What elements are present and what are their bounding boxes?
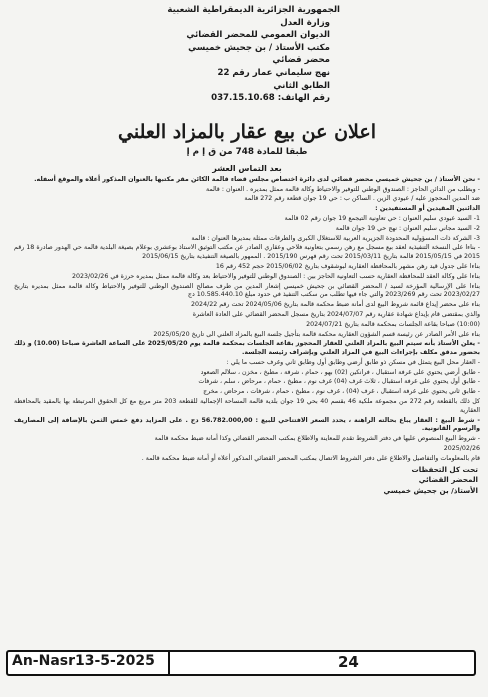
body-paragraph: 2- السيد مجاني سليم العنوان : نهج حي 19 جوان قالمة xyxy=(335,224,480,232)
body-paragraph: (10:00) صباحا بقاعة الجلسات بمحكمة قالمة بتاريخ 2024/07/21 xyxy=(306,320,480,328)
header-republic: الجمهورية الجزائرية الديمقراطية الشعبية xyxy=(167,5,340,15)
body-paragraph: - طابق ثاني يحتوي على غرفة استقبال ، غرف (04) ، غرف نوم ، مطبخ ، حمام ، شرفات ، مرحاض ، مخرج xyxy=(203,388,480,396)
body-paragraph: - شروط البيع المنصوص عليها في دفتر الشروط تقدم للمعاينة والاطلاع بمكتب المحضر القضائي وكذا أمانة ضبط محكمة قالمة xyxy=(154,435,480,443)
signature-block xyxy=(14,465,480,497)
body-paragraph: - طابق أرضي يحتوي على غرفة استقبال ، فرانكين (02) بهو ، حمام ، شرفة ، مطبخ ، مخزن ، سلالم الصعود xyxy=(200,368,480,376)
notice-title: اعلان عن بيع عقار بالمزاد العلني xyxy=(118,120,376,143)
header-bailiff: مكتب الأستاذ / بن جحيش خميسي xyxy=(188,42,330,53)
body-paragraph: 1- السيد عيودي سليم العنوان : حي تعاونية التيجمع 19 جوان رقم 02 قالمة xyxy=(284,214,480,222)
body-paragraph: قام بالمعلومات والتفاصيل والاطلاع على دفتر الشروط الاتصال بمكتب المحضر القضائي المذكور أعلاه أو أمانة ضبط محكمة قالمة . xyxy=(141,454,480,462)
header-office: الديوان العمومي للمحضر القضائي xyxy=(186,30,330,41)
office-header xyxy=(14,4,480,105)
body-paragraph: ضد المدين المحجوز عليه / عيودي الزين . الساكن ب : حي 19 جوان قطعة رقم 272 قالمة xyxy=(244,195,480,203)
header-ministry: وزارة العدل xyxy=(280,17,330,28)
body-paragraph: - شرط البيع : العقار يباع بحالته الراهنة ، يحدد السعر الافتتاحي للبيع : 56.782.000,00 دج . على المزايد دفع خمس الثمن بالإضافة إلى المصاريف والرسوم القانونية. xyxy=(14,416,480,433)
body-date: 2025/02/26 xyxy=(443,445,480,453)
body-paragraph: - طابق أول يحتوي على غرفة استقبال ، ثلاث غرف (04) غرف نوم ، مطبخ ، حمام ، مرحاض ، سلم ، شرفات xyxy=(198,378,480,386)
body-paragraph: كل ذلك بالقطعة رقم 272 من مجموعة ملكية 46 بقسم 40 بحي 19 جوان بلدية قالمة المساحة الإجمالية للقطعة 203 متر مربع مع كل الحقوق المرتبطة بها بالمقيد بالمحافظة العقارية xyxy=(14,398,480,414)
body-paragraph: بناءا على الإرسالية المؤرخة لسيد / المحضر القضائي بن جحيش خميسي إشعار المدين من طرف مصالح الصندوق الوطني للتوفير والاحتياط وكالة قالمة ممثل بمديره بتاريخ 2023/02/27 تحت رقم 2023/269 والتي جاء فيها تطلب من سكتب التنفيذ في حدود مبلغ 10.585.440.10 دج xyxy=(14,282,480,299)
body-paragraph: بناء على الأمر الصادر عن رئيسة قسم الشؤون العقارية محكمة قالمة بتأجيل جلسة البيع بالمزاد العلني الى تاريخ 2025/05/20 xyxy=(153,330,480,338)
body-paragraph: الدائنين المقيدين أو المستفيدين : xyxy=(375,205,480,213)
body-paragraph: بناء على محضر إيداع قائمة شروط البيع لدى أمانة ضبط محكمة قالمة بتاريخ 2024/05/06 تحت رقم 2024/22 xyxy=(191,301,480,309)
body-paragraph: - بناءا على النسخة التنفيذية لعقد بيع مسجل مع رهن رسمي بتعاونية فلاحي وعقاري الصادر عن مكتب التوثيق الاستاذ بوعشري بوعلام بصيغة البلدية قالمة حي الهدور صادرة 18 رقم 2015 في 2015/05/15 قالمة بتاريخ 2015/03/11 تحت رقم فهرس 2015/190 . الممهور بالصيغة التنفيذية بتاريخ 2015/06/15 xyxy=(14,244,480,261)
body-paragraph: - وبطلب من الدائن الحاجز : الصندوق الوطني للتوفير والاحتياط وكالة قالمة ممثل بمديره . العنوان : قالمة xyxy=(205,185,480,193)
body-paragraph: - يعلن الأستاذ بأنه سيتم البيع بالمزاد العلني للعقار المحجوز بقاعة الجلسات بمحكمة قالمة يوم 2025/05/20 على الساعة العاشرة صباحا (10.00) و ذلك بحضور مدقق مكلف بإجراءات البيع في المزاد العلني وبإشراف رئيسة الجلسة. xyxy=(14,340,480,357)
body-paragraph: - نحن الأستاذ / بن جحيش خميسي محضر قضائي لدى دائرة اختصاص مجلس قضاء قالمة الكائن مقر مكتبها بالعنوان المذكور أعلاه والموقع أسفله. xyxy=(34,175,480,183)
notice-subtitle: طبقا للمادة 748 من ق إ م إ xyxy=(186,146,308,157)
newspaper-footer xyxy=(6,650,476,676)
header-phone: رقم الهاتف: 037.15.10.68 xyxy=(211,93,330,104)
body-paragraph: بناءا على جدول قيد رهن مشهر بالمحافظة العقارية لبوشقوف بتاريخ 2015/06/02 حجم 452 رقم 16 xyxy=(215,262,480,270)
body-paragraph: والذي بمقتضى قام بإيداع شهادة عقارية رقم 2024/07/07 بتاريخ مسجل المحضر القضائي على العادة العاشرة xyxy=(192,310,480,318)
header-street: نهج سليماني عمار رقم 22 xyxy=(217,67,330,78)
body-paragraph: بناءا على وكالة العقد للمحافظة العقارية حسب التعاونية الحاجز بين : الصندوق الوطني للتوفير والاحتياط بعد وكالة قالمة ممثل بمديره حرزة في 2023/02/26 xyxy=(72,272,480,280)
signature-name: الأستاذ/ بن جحيش خميسي xyxy=(383,485,478,495)
notice-intro: بعد التماس العشر xyxy=(212,163,282,173)
header-floor: الطابق الثاني xyxy=(273,80,330,91)
auction-notice xyxy=(14,4,480,640)
signature-role: المحضر القضائي xyxy=(418,475,478,485)
body-paragraph: 3- الشركة ذات المسؤولية المحدودة الجزيرية العربية للاستغلال الكبرى والطرقات ممثلة بمديرها العنوان : قالمة xyxy=(191,234,480,242)
body-paragraph: - العقار محل البيع يتمثل في مسكن ذو طابق أرضي وطابق أول وطابق ثاني وغرف حسب ما يلي : xyxy=(226,358,480,366)
footer-divider xyxy=(168,652,170,674)
page-number: 24 xyxy=(338,653,359,671)
newspaper-issue: An-Nasr13-5-2025 xyxy=(12,653,155,669)
notice-body xyxy=(14,176,480,464)
header-role: محضر قضائي xyxy=(272,55,330,66)
signature-reservation: تحت كل التحفظات xyxy=(411,464,478,474)
